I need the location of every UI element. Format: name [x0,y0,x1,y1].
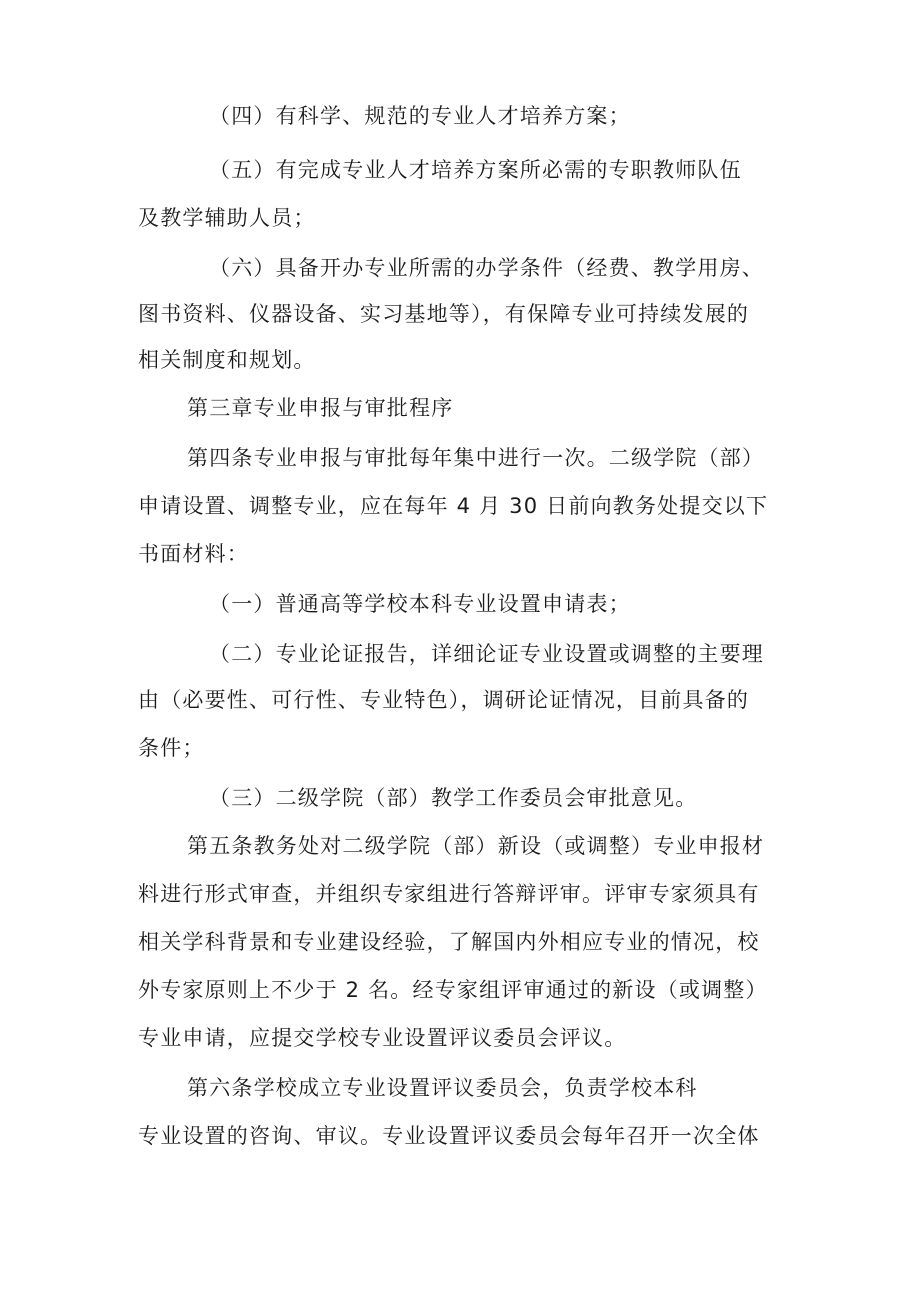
text-line-item-6-cont-1: 图书资料、仪器设备、实习基地等），有保障专业可持续发展的 [138,302,750,326]
text-line-material-2-cont-1: 由（必要性、可行性、专业特色），调研论证情况，目前具备的 [138,688,750,712]
text-line-article-4-cont-1: 申请设置、调整专业，应在每年 4 月 30 日前向教务处提交以下 [138,494,769,518]
text-line-article-5-cont-1: 料进行形式审查，并组织专家组进行答辩评审。评审专家须具有 [138,882,760,906]
text-line-item-6: （六）具备开办专业所需的办学条件（经费、教学用房、 [209,256,764,280]
text-line-article-6: 第六条学校成立专业设置评议委员会，负责学校本科 [187,1076,698,1100]
text-line-article-6-cont-1: 专业设置的咨询、审议。专业设置评议委员会每年召开一次全体 [138,1124,760,1148]
text-line-material-1: （一）普通高等学校本科专业设置申请表； [209,592,631,616]
text-line-material-3: （三）二级学院（部）教学工作委员会审批意见。 [209,786,698,810]
text-line-item-4: （四）有科学、规范的专业人才培养方案； [209,104,631,128]
text-line-material-2-cont-2: 条件； [138,736,205,760]
text-line-material-2: （二）专业论证报告，详细论证专业设置或调整的主要理 [209,642,764,666]
text-line-item-6-cont-2: 相关制度和规划。 [138,348,316,372]
text-line-article-4: 第四条专业申报与审批每年集中进行一次。二级学院（部） [187,446,765,470]
text-line-item-5-cont: 及教学辅助人员； [138,206,316,230]
text-line-item-5: （五）有完成专业人才培养方案所必需的专职教师队伍 [209,158,742,182]
chapter-heading: 第三章专业申报与审批程序 [187,396,454,420]
text-line-article-5-cont-4: 专业申请，应提交学校专业设置评议委员会评议。 [138,1026,627,1050]
text-line-article-5: 第五条教务处对二级学院（部）新设（或调整）专业申报材 [187,834,765,858]
text-line-article-5-cont-3: 外专家原则上不少于 2 名。经专家组评审通过的新设（或调整） [138,978,768,1002]
text-line-article-4-cont-2: 书面材料： [138,542,249,566]
text-line-article-5-cont-2: 相关学科背景和专业建设经验，了解国内外相应专业的情况，校 [138,930,760,954]
